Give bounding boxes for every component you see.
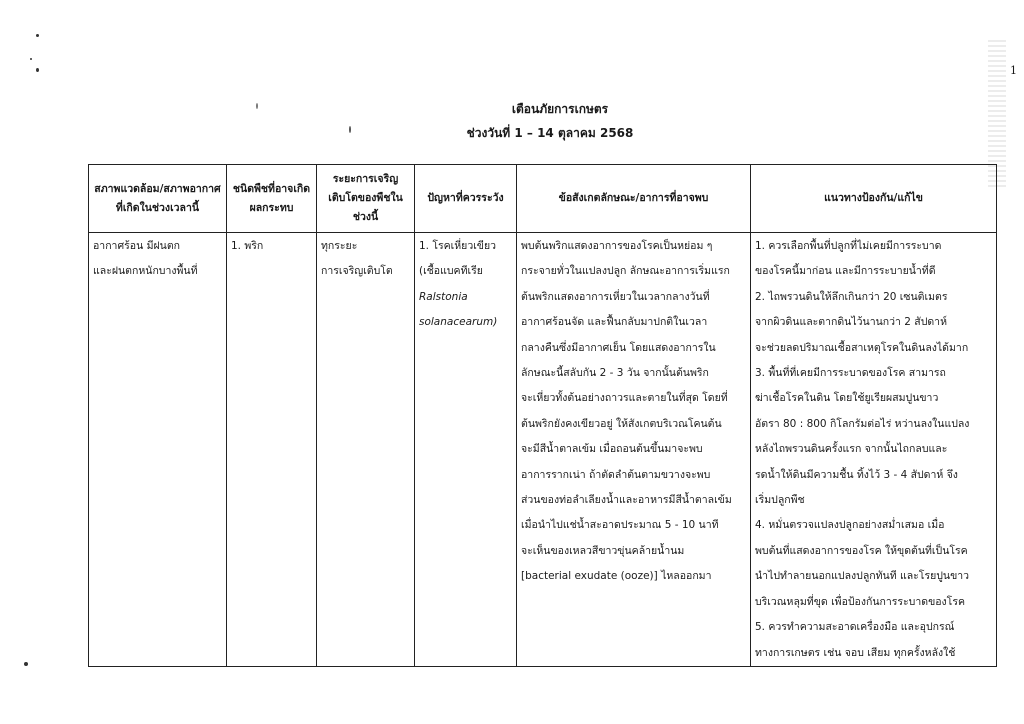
cell-line: 1. โรคเหี่ยวเขียว (419, 240, 497, 252)
cell-line: 2. ไถพรวนดินให้ลึกเกินกว่า 20 เซนติเมตร (755, 290, 948, 303)
cell-line: กระจายทั่วในแปลงปลูก ลักษณะอาการเริ่มแรก (521, 265, 730, 278)
header-symptoms (517, 165, 751, 233)
header-problem-label: ปัญหาที่ควรระวัง (427, 192, 504, 204)
cell-line: 1. ควรเลือกพื้นที่ปลูกที่ไม่เคยมีการระบาด (755, 240, 942, 252)
header-symptoms-label: ข้อสังเกตลักษณะ/อาการที่อาจพบ (558, 192, 709, 204)
cell-line: ของโรคนี้มาก่อน และมีการระบายน้ำที่ดี (755, 265, 936, 278)
cell-line-scientific-name: Ralstonia (419, 290, 468, 303)
cell-line: และฝนตกหนักบางพื้นที่ (93, 265, 198, 278)
cell-line: พบต้นที่แสดงอาการของโรค ให้ขุดต้นที่เป็นโรค (755, 544, 968, 557)
header-environment (89, 165, 227, 233)
scan-speck (36, 68, 39, 72)
scan-speck (24, 662, 28, 666)
scan-speck (30, 58, 32, 60)
cell-line: จะเห็นของเหลวสีขาวขุ่นคล้ายน้ำนม (521, 544, 685, 557)
cell-line: 4. หมั่นตรวจแปลงปลูกอย่างสม่ำเสมอ เมื่อ (755, 519, 945, 532)
cell-line: อากาศร้อนจัด และฟื้นกลับมาปกติในเวลา (521, 316, 708, 329)
cell-line: จะมีสีน้ำตาลเข้ม เมื่อถอนต้นขึ้นมาจะพบ (521, 443, 703, 456)
cell-line: เริ่มปลูกพืช (755, 494, 805, 507)
cell-line: อาการรากเน่า ถ้าตัดลำต้นตามขวางจะพบ (521, 468, 711, 481)
cell-line: รดน้ำให้ดินมีความชื้น ทิ้งไว้ 3 - 4 สัปดาห์ จึง (755, 468, 958, 481)
cell-line-scientific-name: solanacearum) (419, 316, 498, 329)
table-row (89, 233, 997, 667)
cell-line: 5. ควรทำความสะอาดเครื่องมือ และอุปกรณ์ (755, 621, 955, 634)
cell-line: พบต้นพริกแสดงอาการของโรคเป็นหย่อม ๆ (521, 240, 713, 252)
cell-line: บริเวณหลุมที่ขุด เพื่อป้องกันการระบาดของโรค (755, 595, 965, 608)
document-title: เตือนภัยการเกษตร (511, 102, 609, 116)
cell-symptoms (517, 233, 751, 667)
cell-line: ส่วนของท่อลำเลียงน้ำและอาหารมีสีน้ำตาลเข้ม (521, 494, 732, 507)
cell-line: กลางคืนซึ่งมีอากาศเย็น โดยแสดงอาการใน (521, 341, 716, 354)
cell-line: 1. พริก (231, 240, 264, 252)
cell-line: ทางการเกษตร เช่น จอบ เสียม ทุกครั้งหลังใช้ (755, 646, 956, 659)
cell-line: การเจริญเติบโต (321, 265, 393, 278)
cell-line: จะเหี่ยวทั้งต้นอย่างถาวรและตายในที่สุด โดยที่ (521, 392, 728, 405)
cell-line: หลังไถพรวนดินครั้งแรก จากนั้นไถกลบและ (755, 443, 948, 456)
table-header-row (89, 165, 997, 233)
header-prevention-label: แนวทางป้องกัน/แก้ไข (824, 192, 923, 204)
cell-line: จะช่วยลดปริมาณเชื้อสาเหตุโรคในดินลงได้มาก (755, 341, 969, 354)
header-growth-stage-label: ระยะการเจริญเติบโตของพืชในช่วงนี้ (328, 173, 403, 223)
header-environment-label: สภาพแวดล้อม/สภาพอากาศที่เกิดในช่วงเวลานี้ (94, 182, 221, 214)
cell-line: อากาศร้อน มีฝนตก (93, 240, 181, 252)
header-growth-stage (317, 165, 415, 233)
cell-line: ต้นพริกยังคงเขียวอยู่ ให้สังเกตบริเวณโคนต้น (521, 417, 722, 430)
cell-line: เมื่อนำไปแช่น้ำสะอาดประมาณ 5 - 10 นาที (521, 519, 719, 532)
cell-crop (227, 233, 317, 667)
cell-line: [bacterial exudate (ooze)] ไหลออกมา (521, 570, 712, 583)
cell-line: ลักษณะนี้สลับกัน 2 - 3 วัน จากนั้นต้นพริก (521, 367, 709, 380)
cell-environment (89, 233, 227, 667)
page-number: 1 (1010, 64, 1017, 77)
cell-prevention (751, 233, 997, 667)
cell-problem (415, 233, 517, 667)
cell-line: 3. พื้นที่ที่เคยมีการระบาดของโรค สามารถ (755, 367, 946, 380)
warning-table (88, 164, 997, 667)
header-problem (415, 165, 517, 233)
cell-line: จากผิวดินและตากดินไว้นานกว่า 2 สัปดาห์ (755, 316, 948, 329)
document-date-range: ช่วงวันที่ 1 – 14 ตุลาคม 2568 (466, 126, 634, 140)
cell-line: ฆ่าเชื้อโรคในดิน โดยใช้ยูเรียผสมปูนขาว (755, 392, 939, 405)
cell-line: (เชื้อแบคทีเรีย (419, 265, 483, 278)
cell-line: ทุกระยะ (321, 240, 358, 252)
scan-speck (36, 34, 39, 37)
cell-line: ต้นพริกแสดงอาการเหี่ยวในเวลากลางวันที่ (521, 290, 710, 303)
cell-line: นำไปทำลายนอกแปลงปลูกทันที และโรยปูนขาว (755, 570, 970, 583)
cell-line: อัตรา 80 : 800 กิโลกรัมต่อไร่ หว่านลงในแปลง (755, 417, 970, 430)
header-crop-label: ชนิดพืชที่อาจเกิดผลกระทบ (232, 182, 311, 214)
cell-growth-stage (317, 233, 415, 667)
header-prevention (751, 165, 997, 233)
header-crop (227, 165, 317, 233)
